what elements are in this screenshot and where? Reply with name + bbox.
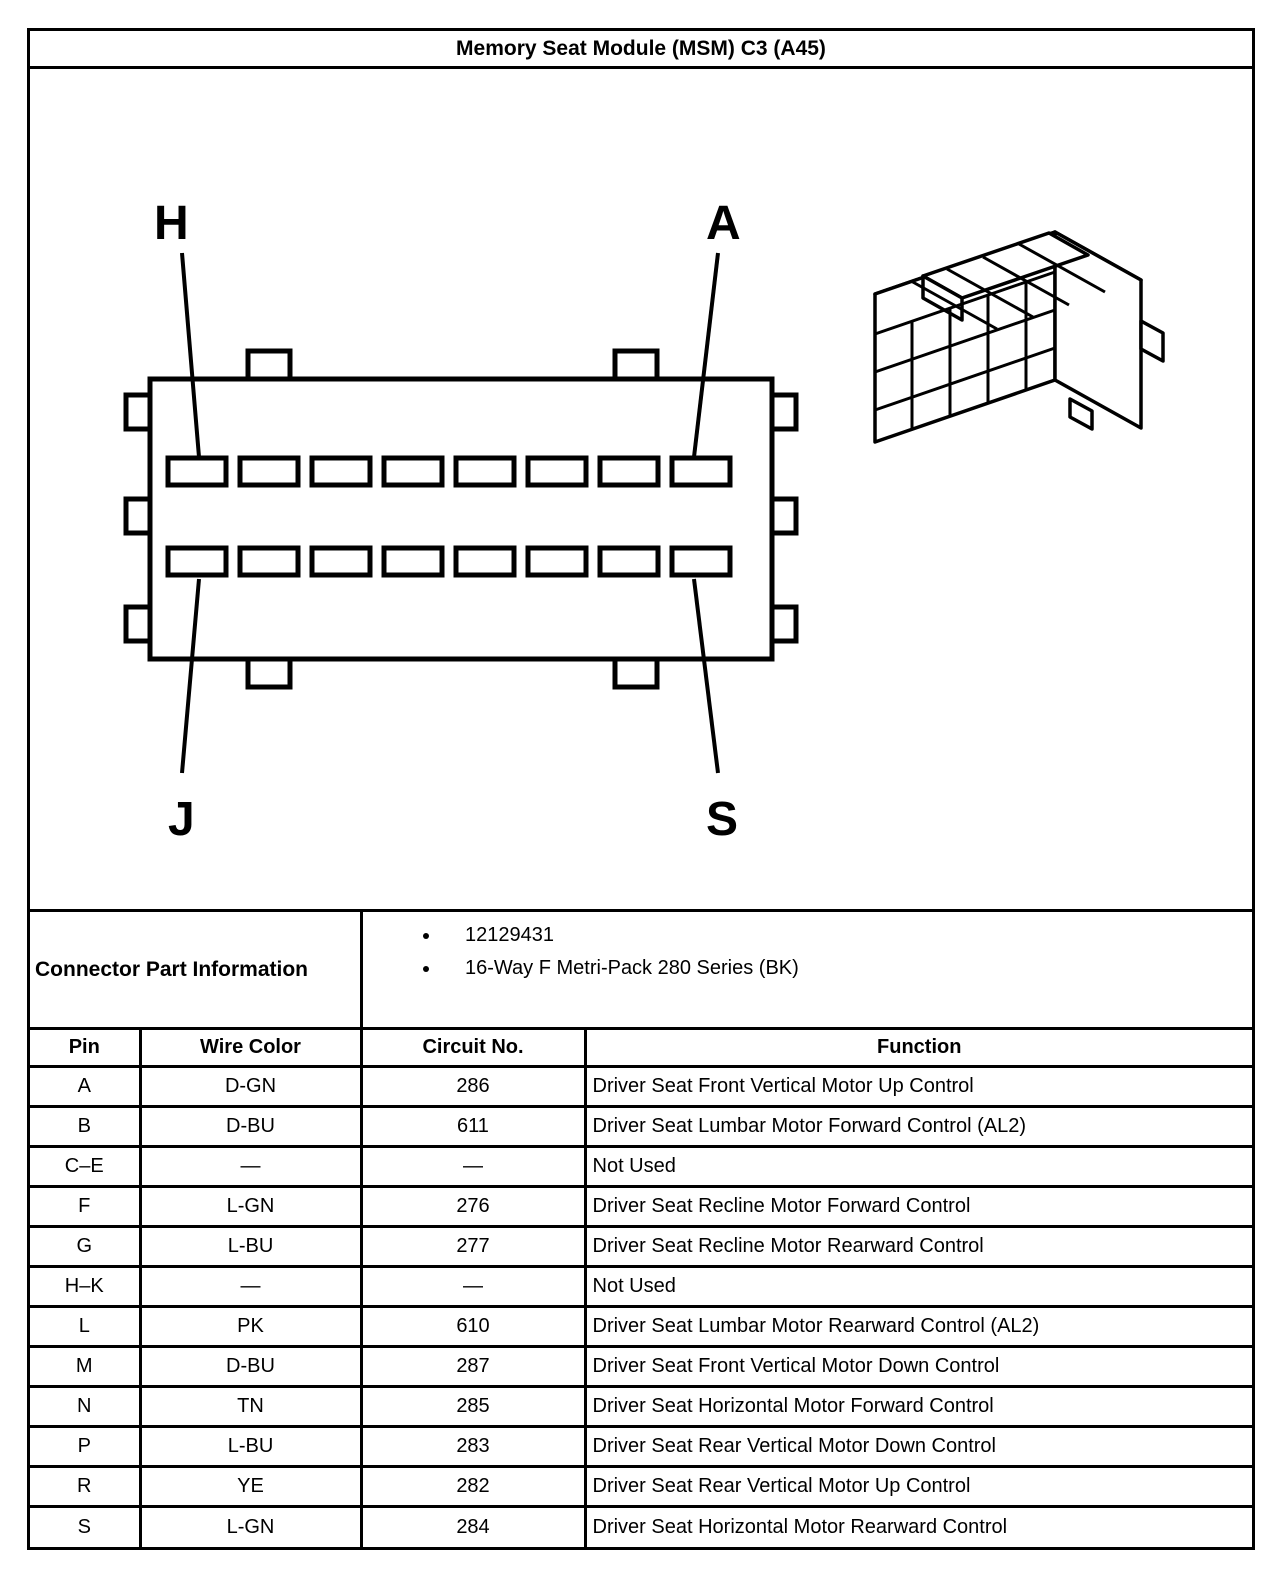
function-column-header: Function	[585, 1029, 1252, 1067]
pin-cell: P	[30, 1427, 140, 1467]
function-cell: Driver Seat Front Vertical Motor Up Control	[585, 1067, 1252, 1107]
pin-cell: N	[30, 1387, 140, 1427]
function-cell: Driver Seat Rear Vertical Motor Up Control	[585, 1467, 1252, 1507]
connector-part-info-list	[363, 924, 1252, 980]
circuit-cell: 284	[361, 1507, 585, 1547]
pin-cell: L	[30, 1307, 140, 1347]
table-row	[30, 1267, 1252, 1307]
connector-part-info-label: Connector Part Information	[30, 912, 363, 1027]
wire-color-cell: TN	[140, 1387, 361, 1427]
pinout-header-row	[30, 1029, 1252, 1067]
wire-color-cell: D-BU	[140, 1107, 361, 1147]
pinout-table	[30, 1027, 1252, 1547]
pin-letter-a: A	[706, 197, 741, 250]
wire-color-cell: D-BU	[140, 1347, 361, 1387]
circuit-cell: 611	[361, 1107, 585, 1147]
connector-3d-view	[875, 232, 1163, 442]
wire-color-cell: L-BU	[140, 1427, 361, 1467]
pin-column-header: Pin	[30, 1029, 140, 1067]
circuit-cell: 277	[361, 1227, 585, 1267]
circuit-cell: 282	[361, 1467, 585, 1507]
circuit-cell: 283	[361, 1427, 585, 1467]
circuit-cell: 287	[361, 1347, 585, 1387]
connector-part-info-content	[363, 912, 1252, 1027]
table-row	[30, 1387, 1252, 1427]
connector-part-info-section	[30, 909, 1252, 1027]
circuit-cell: 286	[361, 1067, 585, 1107]
table-row	[30, 1507, 1252, 1547]
circuit-cell: —	[361, 1267, 585, 1307]
table-row	[30, 1227, 1252, 1267]
wire-color-cell: —	[140, 1267, 361, 1307]
function-cell: Driver Seat Horizontal Motor Forward Control	[585, 1387, 1252, 1427]
pin-cell: A	[30, 1067, 140, 1107]
pin-cell: H–K	[30, 1267, 140, 1307]
pin-cell: R	[30, 1467, 140, 1507]
circuit-cell: 285	[361, 1387, 585, 1427]
connector-diagram-area	[30, 69, 1252, 909]
pin-cell: B	[30, 1107, 140, 1147]
circuit-column-header: Circuit No.	[361, 1029, 585, 1067]
table-row	[30, 1467, 1252, 1507]
circuit-cell: 610	[361, 1307, 585, 1347]
wire-color-cell: PK	[140, 1307, 361, 1347]
table-row	[30, 1107, 1252, 1147]
pin-letter-h: H	[154, 197, 189, 250]
table-row	[30, 1347, 1252, 1387]
pin-cell: S	[30, 1507, 140, 1547]
function-cell: Driver Seat Lumbar Motor Forward Control (AL2)	[585, 1107, 1252, 1147]
connector-part-number: • 12129431	[441, 924, 1252, 947]
connector-face-view	[126, 351, 796, 687]
wire-color-column-header: Wire Color	[140, 1029, 361, 1067]
connector-spec-page	[27, 28, 1255, 1550]
table-row	[30, 1427, 1252, 1467]
wire-color-cell: D-GN	[140, 1067, 361, 1107]
table-row	[30, 1147, 1252, 1187]
function-cell: Driver Seat Recline Motor Rearward Control	[585, 1227, 1252, 1267]
wire-color-cell: —	[140, 1147, 361, 1187]
page-title: Memory Seat Module (MSM) C3 (A45)	[30, 31, 1252, 69]
table-row	[30, 1187, 1252, 1227]
function-cell: Driver Seat Rear Vertical Motor Down Control	[585, 1427, 1252, 1467]
pin-cell: G	[30, 1227, 140, 1267]
connector-diagram	[30, 69, 1252, 909]
wire-color-cell: L-BU	[140, 1227, 361, 1267]
pin-letter-s: S	[706, 793, 739, 846]
pin-cell: F	[30, 1187, 140, 1227]
function-cell: Driver Seat Front Vertical Motor Down Control	[585, 1347, 1252, 1387]
table-row	[30, 1307, 1252, 1347]
circuit-cell: 276	[361, 1187, 585, 1227]
circuit-cell: —	[361, 1147, 585, 1187]
pin-cell: M	[30, 1347, 140, 1387]
wire-color-cell: L-GN	[140, 1187, 361, 1227]
pin-letter-j: J	[168, 793, 195, 846]
wire-color-cell: YE	[140, 1467, 361, 1507]
pin-cell: C–E	[30, 1147, 140, 1187]
function-cell: Driver Seat Horizontal Motor Rearward Control	[585, 1507, 1252, 1547]
function-cell: Driver Seat Recline Motor Forward Control	[585, 1187, 1252, 1227]
table-row	[30, 1067, 1252, 1107]
function-cell: Driver Seat Lumbar Motor Rearward Control (AL2)	[585, 1307, 1252, 1347]
wire-color-cell: L-GN	[140, 1507, 361, 1547]
function-cell: Not Used	[585, 1267, 1252, 1307]
function-cell: Not Used	[585, 1147, 1252, 1187]
connector-series-description: • 16-Way F Metri-Pack 280 Series (BK)	[441, 957, 1252, 980]
